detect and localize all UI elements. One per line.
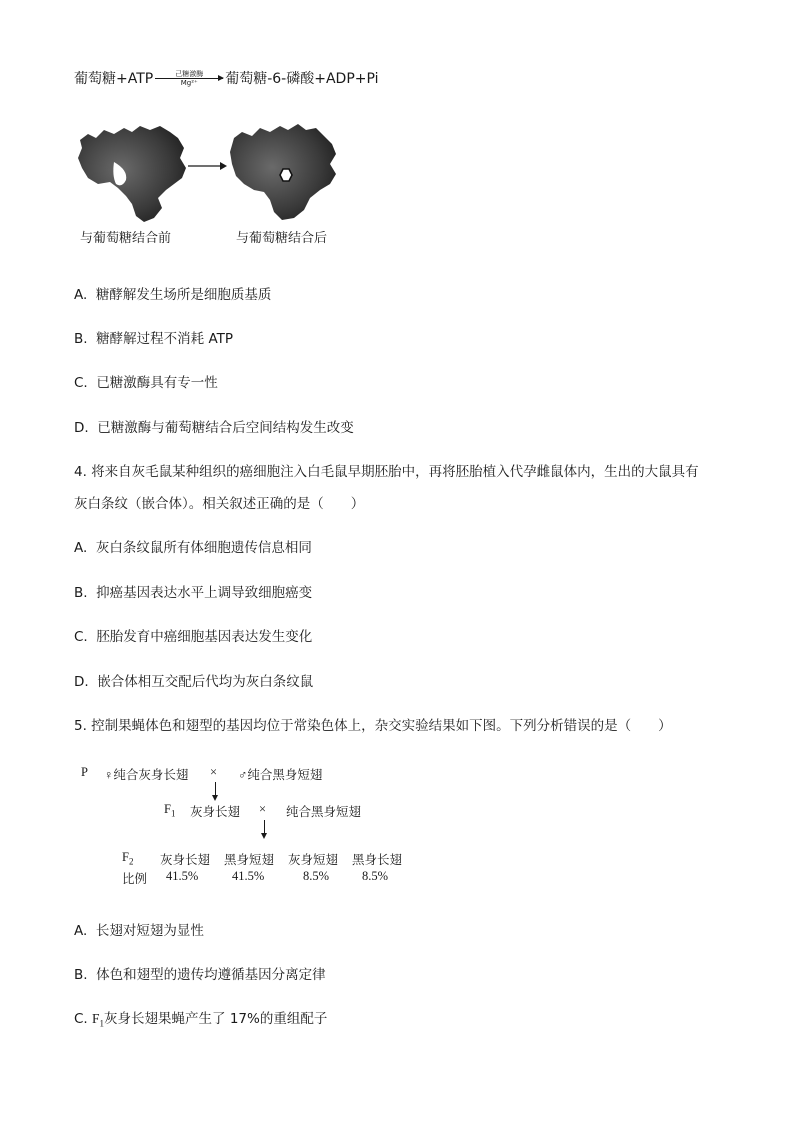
f2-phenotype-4: 黑身长翅: [352, 853, 403, 867]
q3-option-b: B. 糖酵解过程不消耗 ATP: [74, 331, 234, 347]
glucose-hexagon-icon: [280, 169, 292, 181]
cross-ratio-label: 比例: [122, 872, 148, 886]
q3-option-a: A. 糖酵解发生场所是细胞质基质: [74, 287, 272, 303]
cross-f1-label: $F_1$: [164, 802, 176, 819]
enzyme-before-shape: [78, 126, 186, 222]
q5-option-c: C. $F_1$灰身长翅果蝇产生了 17%的重组配子: [74, 1011, 328, 1029]
transition-arrowhead: [220, 162, 227, 170]
label-before-binding: 与葡萄糖结合前: [80, 231, 172, 246]
cross-p-male: ♂纯合黑身短翅: [238, 768, 323, 782]
cross-f2-label: $F_2$: [122, 850, 134, 867]
q4-option-d: D. 嵌合体相互交配后代均为灰白条纹鼠: [74, 674, 314, 690]
f2-phenotype-3: 灰身短翅: [288, 853, 339, 867]
q3-option-c: C. 已糖激酶具有专一性: [74, 375, 218, 391]
q5-stem: 5. 控制果蝇体色和翅型的基因均位于常染色体上，杂交实验结果如下图。下列分析错误的是（ ）: [74, 718, 672, 734]
cross-f1-symbol: ×: [259, 802, 267, 816]
equation-left: 葡萄糖+ATP: [74, 71, 154, 87]
cross-p-female: ♀纯合灰身长翅: [104, 768, 189, 782]
f2-ratio-2: 41.5%: [232, 869, 265, 883]
reaction-arrow: [155, 70, 223, 87]
arrow-bottom-label: Mg²⁺: [180, 78, 198, 87]
arrow-shaft: [155, 78, 223, 79]
enzyme-figure: [74, 118, 344, 226]
enzyme-equation: [74, 68, 379, 88]
q5-option-b: B. 体色和翅型的遗传均遵循基因分离定律: [74, 967, 326, 983]
arrow-p-to-f1: [215, 782, 216, 796]
q4-option-b: B. 抑癌基因表达水平上调导致细胞癌变: [74, 585, 313, 601]
f2-ratio-3: 8.5%: [303, 869, 330, 883]
equation-right: 葡萄糖-6-磷酸+ADP+Pi: [225, 71, 379, 87]
cross-f1-phenotype: 灰身长翅: [190, 805, 241, 819]
q3-option-d: D. 已糖激酶与葡萄糖结合后空间结构发生改变: [74, 420, 354, 436]
f2-ratio-1: 41.5%: [166, 869, 199, 883]
f2-phenotype-2: 黑身短翅: [224, 853, 275, 867]
arrow-top-label: 己糖激酶: [175, 69, 204, 78]
f2-ratio-4: 8.5%: [362, 869, 389, 883]
q4-stem-line1: 4. 将来自灰毛鼠某种组织的癌细胞注入白毛鼠早期胚胎中，再将胚胎植入代孕雌鼠体内，生出的大鼠具有: [74, 464, 699, 480]
q4-option-a: A. 灰白条纹鼠所有体细胞遗传信息相同: [74, 540, 312, 556]
q4-stem-line2: 灰白条纹（嵌合体）。相关叙述正确的是（ ）: [74, 496, 365, 512]
q5-option-a: A. 长翅对短翅为显性: [74, 923, 204, 939]
q4-option-c: C. 胚胎发育中癌细胞基因表达发生变化: [74, 629, 313, 645]
f2-phenotype-1: 灰身长翅: [160, 853, 211, 867]
cross-p-symbol: ×: [210, 765, 218, 779]
label-after-binding: 与葡萄糖结合后: [236, 231, 328, 246]
cross-p-label: P: [81, 765, 88, 779]
arrow-f1-to-f2: [264, 820, 265, 834]
cross-f1-mate: 纯合黑身短翅: [286, 805, 362, 819]
